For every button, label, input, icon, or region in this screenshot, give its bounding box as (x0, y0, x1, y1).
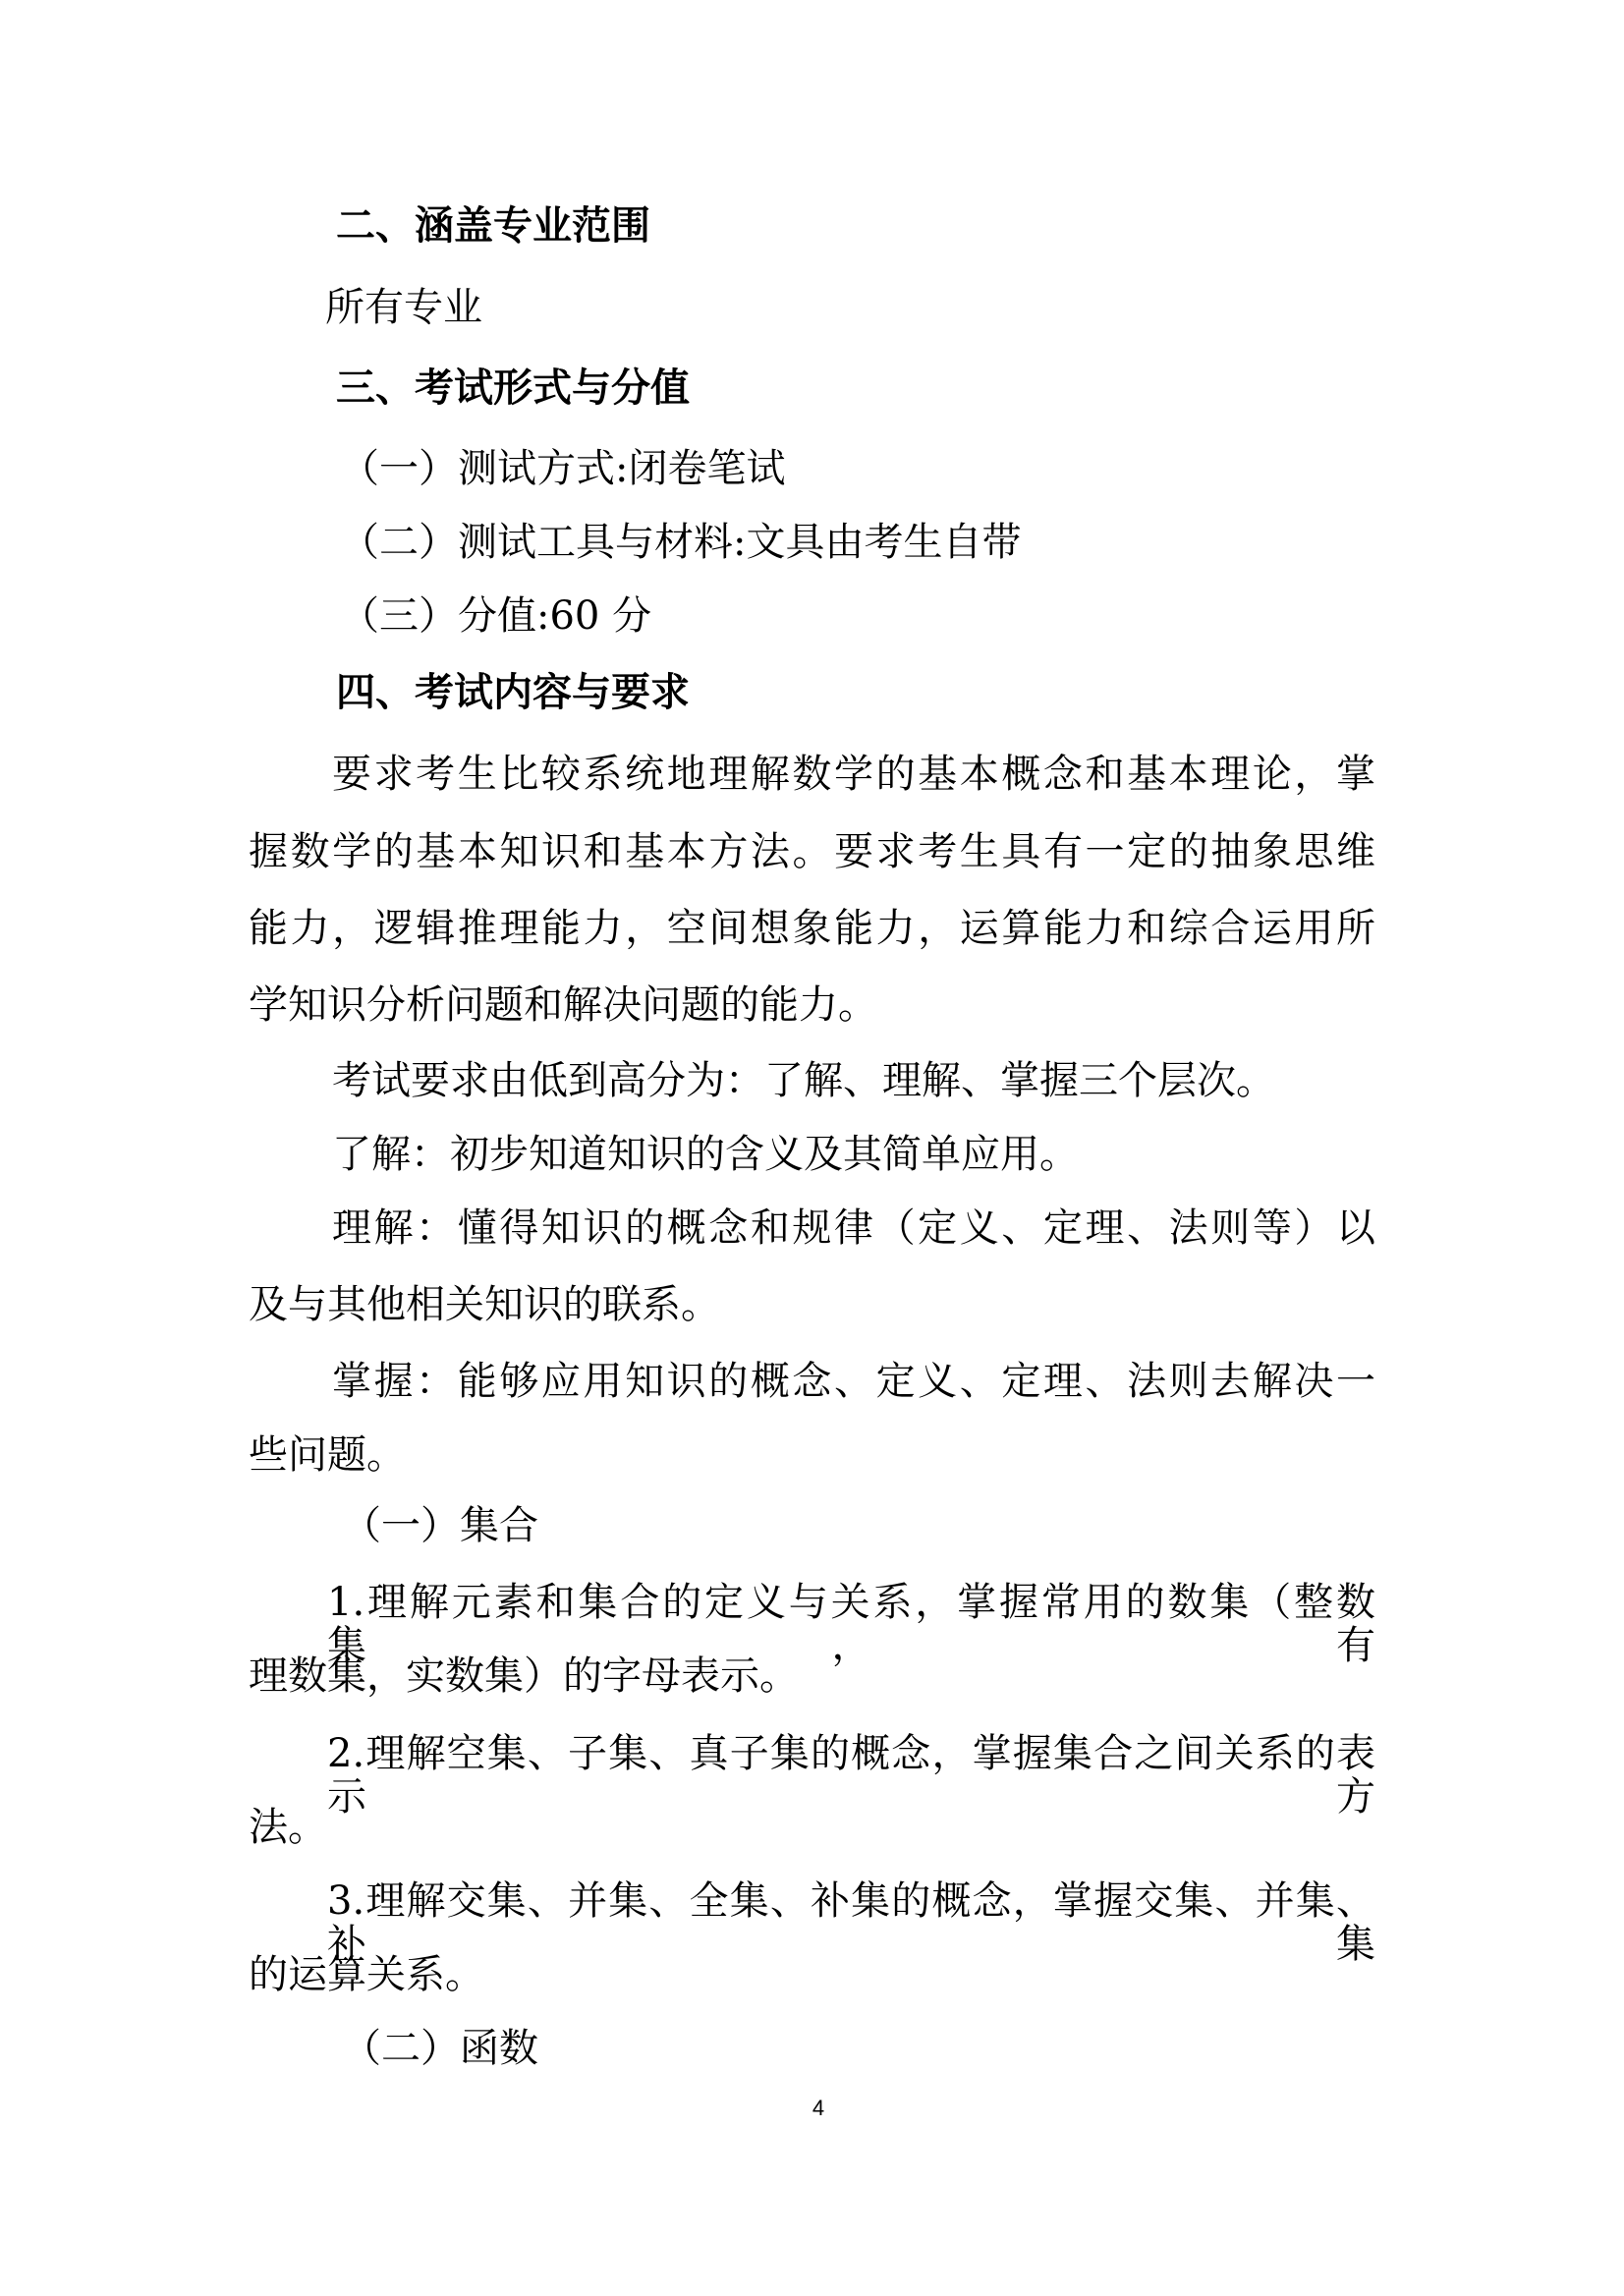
levels-text: 考试要求由低到高分为：了解、理解、掌握三个层次。 (332, 1058, 1275, 1103)
intro-line: 握数学的基本知识和基本方法。要求考生具有一定的抽象思维 (249, 829, 1375, 874)
section-heading-content: 四、考试内容与要求 (336, 670, 690, 715)
sets-item: 3.理解交集、并集、全集、补集的概念，掌握交集、并集、补集 (327, 1878, 1375, 1967)
sets-item: 法。 (249, 1805, 327, 1850)
intro-line: 能力，逻辑推理能力，空间想象能力，运算能力和综合运用所 (249, 906, 1375, 951)
level-master: 些问题。 (249, 1432, 406, 1478)
sets-item: 理数集，实数集）的字母表示。 (249, 1653, 799, 1699)
level-understand-basic: 了解：初步知道知识的含义及其简单应用。 (332, 1132, 1079, 1177)
subsection-heading-sets: （一）集合 (342, 1503, 538, 1548)
sets-item: 1.理解元素和集合的定义与关系，掌握常用的数集（整数集，有 (327, 1580, 1375, 1668)
level-comprehend: 及与其他相关知识的联系。 (249, 1282, 720, 1327)
level-comprehend: 理解：懂得知识的概念和规律（定义、定理、法则等）以 (332, 1205, 1375, 1251)
level-master: 掌握：能够应用知识的概念、定义、定理、法则去解决一 (332, 1359, 1375, 1404)
section-heading-scope: 二、涵盖专业范围 (336, 203, 650, 249)
sets-item: 的运算关系。 (249, 1952, 484, 1997)
intro-line: 学知识分析问题和解决问题的能力。 (249, 982, 877, 1028)
section-heading-exam-format: 三、考试形式与分值 (336, 365, 690, 411)
exam-format-item: （二）测试工具与材料:文具由考生自带 (340, 520, 1022, 565)
sets-item: 2.理解空集、子集、真子集的概念，掌握集合之间关系的表示方 (327, 1731, 1375, 1820)
exam-format-item: （三）分值:60 分 (340, 593, 652, 639)
scope-body: 所有专业 (325, 285, 482, 330)
page-number: 4 (812, 2096, 825, 2120)
intro-line: 要求考生比较系统地理解数学的基本概念和基本理论，掌 (332, 752, 1375, 797)
subsection-heading-functions: （二）函数 (342, 2026, 538, 2071)
exam-format-item: （一）测试方式:闭卷笔试 (340, 446, 786, 491)
